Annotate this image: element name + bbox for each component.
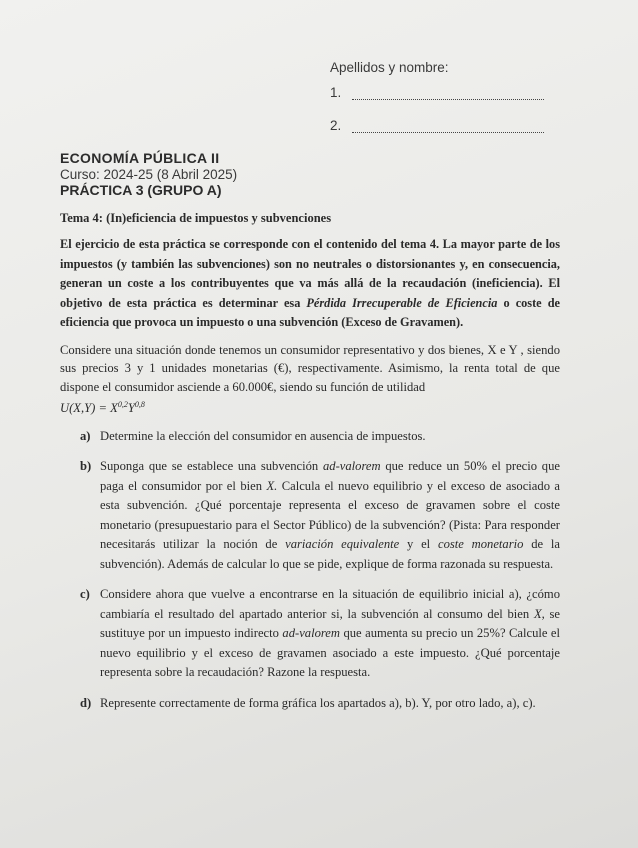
exercise-item-b <box>80 457 560 574</box>
exercise-item-c <box>80 585 560 683</box>
formula-lhs: U(X,Y) = X <box>60 401 118 416</box>
item-b-italic-4: coste monetario <box>437 537 524 552</box>
name-line-2-number: 2. <box>330 118 342 133</box>
item-b-text-5: de la subvención). Además de calcular lo que se pide, explique de forma razonada su respuesta. <box>100 537 560 571</box>
exercise-list <box>80 427 560 714</box>
name-line-2 <box>330 118 560 133</box>
name-line-2-blank <box>352 120 544 133</box>
item-b-italic-2: X. <box>266 478 278 493</box>
name-label: Apellidos y nombre: <box>330 60 449 75</box>
practice-title: PRÁCTICA 3 (GRUPO A) <box>60 182 222 198</box>
formula-exp-x: 0,2 <box>117 400 128 409</box>
name-line-1-blank <box>352 87 544 100</box>
name-line-1-number: 1. <box>330 85 342 100</box>
formula-exp-y: 0,8 <box>134 400 145 409</box>
item-letter: a) <box>80 428 91 443</box>
item-c-italic-2: ad-valorem <box>282 626 340 641</box>
item-b-italic-1: ad-valorem <box>322 459 381 474</box>
intro-text-1: El ejercicio de esta práctica se corresponde con el contenido del tema 4. La mayor parte de los impuestos (y también las subvenciones) son no neutrales o distorsionantes y, en consecuencia, generan un coste a los contribuyentes que va más allá de la recaudación (ineficiencia). El objetivo de esta práctica es determinar esa <box>60 237 560 310</box>
scenario-text: Considere una situación donde tenemos un consumidor representativo y dos bienes, X e Y , siendo sus precios 3 y 1 unidades monetarias (€), respectivamente. Asimismo, la renta total de que dispone el consumidor asciende a 60.000€, siendo su función de utilidad <box>60 342 560 394</box>
item-c-text-2: se sustituye por un impuesto indirecto <box>100 606 561 641</box>
course-date: Curso: 2024-25 (8 Abril 2025) <box>60 167 238 182</box>
topic-heading: Tema 4: (In)eficiencia de impuestos y subvenciones <box>60 211 332 225</box>
document-body <box>60 211 560 724</box>
item-text <box>100 457 560 574</box>
formula-y: Y <box>127 401 135 416</box>
item-b-text-4: y el <box>399 537 438 552</box>
item-letter: b) <box>80 459 92 474</box>
item-text: Determine la elección del consumidor en ausencia de impuestos. <box>100 428 426 443</box>
document-header <box>60 150 580 198</box>
item-c-italic-1: X, <box>533 606 545 621</box>
item-letter: d) <box>80 695 92 710</box>
item-c-text-1: Considere ahora que vuelve a encontrarse en la situación de equilibrio inicial a), ¿cómo cambiaría el resultado del apartado anterior si, la subvención al consumo del bien <box>100 587 560 621</box>
scenario-paragraph <box>60 341 560 418</box>
student-name-block <box>330 60 560 151</box>
item-text: Represente correctamente de forma gráfica los apartados a), b). Y, por otro lado, a), c). <box>100 695 536 710</box>
item-b-text-3: Calcula el nuevo equilibrio y el exceso de asociado a esta subvención. ¿Qué porcentaje representa el exceso de gravamen sobre el coste monetario (presupuestario para el Sector Público) de la subvención? (Pista: Para responder necesitarás utilizar la noción de <box>100 478 561 552</box>
intro-italic: Pérdida Irrecuperable de Eficiencia <box>306 295 498 310</box>
utility-formula <box>60 401 145 415</box>
intro-text-2: o coste de eficiencia que provoca un impuesto o una subvención (Exceso de Gravamen). <box>60 295 560 329</box>
course-title: ECONOMÍA PÚBLICA II <box>60 150 220 166</box>
exercise-item-d <box>80 694 560 714</box>
name-line-1 <box>330 85 560 100</box>
item-b-text-1: Suponga que se establece una subvención <box>100 459 323 474</box>
item-text <box>100 585 560 683</box>
intro-paragraph <box>60 235 560 333</box>
item-c-text-3: que aumenta su precio un 25%? Calcule el nuevo equilibrio y el exceso de gravamen asociado a este impuesto. ¿Qué porcentaje representa sobre la recaudación? Razone la respuesta. <box>100 626 561 680</box>
item-letter: c) <box>80 587 90 602</box>
item-b-text-2: que reduce un 50% el precio que paga el consumidor por el bien <box>100 459 560 493</box>
item-b-italic-3: variación equivalente <box>285 537 400 552</box>
exercise-item-a <box>80 427 560 447</box>
